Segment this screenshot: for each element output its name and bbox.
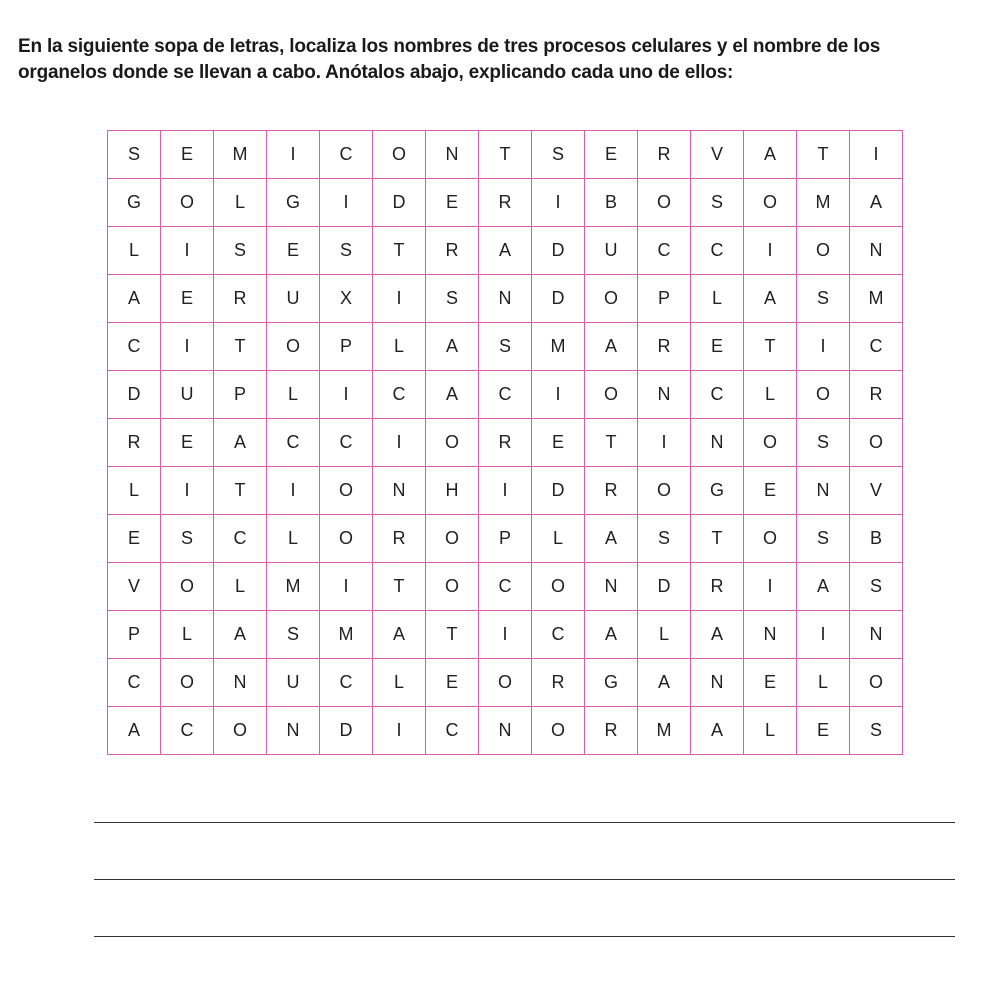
grid-cell[interactable]: O (797, 227, 850, 275)
grid-cell[interactable]: S (320, 227, 373, 275)
grid-cell[interactable]: I (267, 131, 320, 179)
grid-cell[interactable]: N (744, 611, 797, 659)
grid-cell[interactable]: I (320, 371, 373, 419)
grid-cell[interactable]: G (585, 659, 638, 707)
grid-cell[interactable]: N (585, 563, 638, 611)
answer-line-1[interactable] (94, 822, 955, 823)
grid-cell[interactable]: D (532, 275, 585, 323)
grid-cell[interactable]: G (108, 179, 161, 227)
grid-cell[interactable]: E (161, 131, 214, 179)
grid-cell[interactable]: T (585, 419, 638, 467)
grid-cell[interactable]: U (585, 227, 638, 275)
grid-cell[interactable]: N (691, 659, 744, 707)
grid-row (108, 275, 903, 323)
grid-cell[interactable]: L (267, 515, 320, 563)
grid-cell[interactable]: L (373, 659, 426, 707)
grid-cell[interactable]: D (532, 467, 585, 515)
grid-cell[interactable]: S (479, 323, 532, 371)
grid-cell[interactable]: M (850, 275, 903, 323)
grid-cell[interactable]: L (744, 707, 797, 755)
grid-cell[interactable]: B (850, 515, 903, 563)
grid-row (108, 515, 903, 563)
grid-cell[interactable]: I (850, 131, 903, 179)
grid-cell[interactable]: L (108, 227, 161, 275)
grid-cell[interactable]: I (797, 323, 850, 371)
grid-cell[interactable]: T (426, 611, 479, 659)
grid-cell[interactable]: O (744, 515, 797, 563)
grid-cell[interactable]: O (161, 659, 214, 707)
grid-cell[interactable]: T (691, 515, 744, 563)
grid-cell[interactable]: A (744, 275, 797, 323)
grid-cell[interactable]: R (108, 419, 161, 467)
grid-cell[interactable]: A (426, 371, 479, 419)
grid-cell[interactable]: V (108, 563, 161, 611)
grid-cell[interactable]: R (479, 419, 532, 467)
grid-cell[interactable]: I (320, 179, 373, 227)
grid-cell[interactable]: D (373, 179, 426, 227)
grid-cell[interactable]: R (479, 179, 532, 227)
grid-cell[interactable]: L (638, 611, 691, 659)
grid-cell[interactable]: N (479, 707, 532, 755)
grid-cell[interactable]: N (214, 659, 267, 707)
grid-cell[interactable]: O (744, 179, 797, 227)
grid-cell[interactable]: T (373, 563, 426, 611)
grid-cell[interactable]: S (691, 179, 744, 227)
grid-cell[interactable]: C (691, 227, 744, 275)
grid-cell[interactable]: O (214, 707, 267, 755)
grid-cell[interactable]: L (267, 371, 320, 419)
grid-cell[interactable]: L (532, 515, 585, 563)
grid-cell[interactable]: O (373, 131, 426, 179)
grid-cell[interactable]: I (373, 419, 426, 467)
grid-row (108, 707, 903, 755)
grid-cell[interactable]: L (214, 563, 267, 611)
grid-cell[interactable]: I (532, 371, 585, 419)
grid-cell[interactable]: R (585, 467, 638, 515)
grid-cell[interactable]: S (850, 707, 903, 755)
grid-cell[interactable]: O (479, 659, 532, 707)
grid-cell[interactable]: C (267, 419, 320, 467)
grid-cell[interactable]: A (585, 611, 638, 659)
answer-line-2[interactable] (94, 879, 955, 880)
grid-cell[interactable]: D (320, 707, 373, 755)
grid-cell[interactable]: P (479, 515, 532, 563)
instructions-text: En la siguiente sopa de letras, localiza los nombres de tres procesos celulares y el nombre de los organelos donde se llevan a cabo. Anótalos abajo, explicando cada uno de ellos: (18, 36, 881, 83)
grid-cell[interactable]: E (161, 275, 214, 323)
grid-cell[interactable]: O (532, 563, 585, 611)
grid-cell[interactable]: R (214, 275, 267, 323)
grid-cell[interactable]: S (426, 275, 479, 323)
grid-cell[interactable]: P (638, 275, 691, 323)
grid-cell[interactable]: C (638, 227, 691, 275)
grid-cell[interactable]: L (691, 275, 744, 323)
grid-row (108, 371, 903, 419)
grid-cell[interactable]: I (479, 611, 532, 659)
grid-cell[interactable]: N (638, 371, 691, 419)
grid-cell[interactable]: N (479, 275, 532, 323)
grid-cell[interactable]: T (214, 323, 267, 371)
grid-cell[interactable]: M (638, 707, 691, 755)
grid-cell[interactable]: C (108, 659, 161, 707)
grid-cell[interactable]: E (426, 179, 479, 227)
grid-cell[interactable]: T (744, 323, 797, 371)
grid-cell[interactable]: I (744, 227, 797, 275)
grid-row (108, 227, 903, 275)
grid-cell[interactable]: C (532, 611, 585, 659)
grid-cell[interactable]: T (797, 131, 850, 179)
grid-cell[interactable]: O (585, 371, 638, 419)
grid-row (108, 323, 903, 371)
grid-cell[interactable]: X (320, 275, 373, 323)
grid-cell[interactable]: E (267, 227, 320, 275)
grid-cell[interactable]: N (850, 227, 903, 275)
grid-cell[interactable]: C (691, 371, 744, 419)
grid-cell[interactable]: T (479, 131, 532, 179)
grid-cell[interactable]: C (108, 323, 161, 371)
grid-cell[interactable]: E (426, 659, 479, 707)
grid-cell[interactable]: G (267, 179, 320, 227)
grid-cell[interactable]: O (320, 467, 373, 515)
grid-cell[interactable]: A (108, 707, 161, 755)
grid-cell[interactable]: O (638, 179, 691, 227)
grid-cell[interactable]: E (744, 467, 797, 515)
grid-cell[interactable]: I (373, 707, 426, 755)
grid-cell[interactable]: I (161, 227, 214, 275)
grid-cell[interactable]: E (691, 323, 744, 371)
grid-cell[interactable]: D (108, 371, 161, 419)
grid-cell[interactable]: S (797, 515, 850, 563)
grid-cell[interactable]: A (373, 611, 426, 659)
grid-cell[interactable]: P (214, 371, 267, 419)
grid-cell[interactable]: O (850, 419, 903, 467)
grid-cell[interactable]: R (638, 323, 691, 371)
grid-row (108, 419, 903, 467)
grid-cell[interactable]: N (850, 611, 903, 659)
grid-cell[interactable]: M (320, 611, 373, 659)
grid-cell[interactable]: B (585, 179, 638, 227)
grid-cell[interactable]: C (320, 659, 373, 707)
grid-cell[interactable]: E (744, 659, 797, 707)
grid-cell[interactable]: O (161, 563, 214, 611)
grid-cell[interactable]: A (214, 419, 267, 467)
grid-cell[interactable]: U (267, 659, 320, 707)
grid-cell[interactable]: A (479, 227, 532, 275)
grid-cell[interactable]: A (108, 275, 161, 323)
grid-cell[interactable]: L (373, 323, 426, 371)
grid-cell[interactable]: T (214, 467, 267, 515)
grid-cell[interactable]: A (585, 515, 638, 563)
grid-cell[interactable]: A (214, 611, 267, 659)
grid-cell[interactable]: A (691, 611, 744, 659)
grid-cell[interactable]: R (532, 659, 585, 707)
grid-cell[interactable]: L (797, 659, 850, 707)
grid-cell[interactable]: S (797, 419, 850, 467)
grid-cell[interactable]: H (426, 467, 479, 515)
grid-cell[interactable]: T (373, 227, 426, 275)
grid-cell[interactable]: S (108, 131, 161, 179)
grid-cell[interactable]: I (797, 611, 850, 659)
grid-cell[interactable]: N (691, 419, 744, 467)
grid-cell[interactable]: P (320, 323, 373, 371)
grid-cell[interactable]: L (214, 179, 267, 227)
grid-cell[interactable]: A (850, 179, 903, 227)
grid-cell[interactable]: S (161, 515, 214, 563)
grid-cell[interactable]: I (744, 563, 797, 611)
grid-cell[interactable]: L (161, 611, 214, 659)
grid-cell[interactable]: V (850, 467, 903, 515)
grid-cell[interactable]: O (797, 371, 850, 419)
grid-cell[interactable]: R (691, 563, 744, 611)
grid-cell[interactable]: V (691, 131, 744, 179)
grid-cell[interactable]: A (797, 563, 850, 611)
grid-cell[interactable]: L (108, 467, 161, 515)
grid-cell[interactable]: D (532, 227, 585, 275)
grid-cell[interactable]: C (479, 371, 532, 419)
grid-cell[interactable]: I (479, 467, 532, 515)
grid-cell[interactable]: E (161, 419, 214, 467)
grid-cell[interactable]: N (426, 131, 479, 179)
grid-cell[interactable]: I (320, 563, 373, 611)
grid-row (108, 563, 903, 611)
answer-line-3[interactable] (94, 936, 955, 937)
grid-cell[interactable]: I (161, 323, 214, 371)
grid-cell[interactable]: O (850, 659, 903, 707)
grid-row (108, 179, 903, 227)
grid-cell[interactable]: E (797, 707, 850, 755)
grid-cell[interactable]: P (108, 611, 161, 659)
grid-cell[interactable]: O (426, 563, 479, 611)
grid-cell[interactable]: U (161, 371, 214, 419)
grid-cell[interactable]: S (850, 563, 903, 611)
grid-cell[interactable]: U (267, 275, 320, 323)
grid-cell[interactable]: I (267, 467, 320, 515)
grid-cell[interactable]: R (850, 371, 903, 419)
grid-row (108, 467, 903, 515)
grid-cell[interactable]: I (161, 467, 214, 515)
grid-row (108, 611, 903, 659)
grid-cell[interactable]: L (744, 371, 797, 419)
grid-cell[interactable]: E (532, 419, 585, 467)
grid-cell[interactable]: C (161, 707, 214, 755)
grid-cell[interactable]: M (532, 323, 585, 371)
grid-cell[interactable]: G (691, 467, 744, 515)
grid-cell[interactable]: R (373, 515, 426, 563)
grid-cell[interactable]: I (532, 179, 585, 227)
grid-cell[interactable]: M (267, 563, 320, 611)
word-search-grid (107, 130, 903, 755)
grid-cell[interactable]: N (267, 707, 320, 755)
grid-cell[interactable]: O (320, 515, 373, 563)
grid-cell[interactable]: O (638, 467, 691, 515)
grid-cell[interactable]: O (532, 707, 585, 755)
grid-cell[interactable]: S (214, 227, 267, 275)
grid-cell[interactable]: O (426, 419, 479, 467)
grid-cell[interactable]: A (691, 707, 744, 755)
grid-cell[interactable]: N (797, 467, 850, 515)
grid-cell[interactable]: S (797, 275, 850, 323)
grid-cell[interactable]: C (214, 515, 267, 563)
grid-cell[interactable]: I (638, 419, 691, 467)
grid-cell[interactable]: N (373, 467, 426, 515)
grid-cell[interactable]: M (214, 131, 267, 179)
grid-cell[interactable]: R (638, 131, 691, 179)
grid-cell[interactable]: A (426, 323, 479, 371)
grid-cell[interactable]: C (320, 131, 373, 179)
grid-row (108, 659, 903, 707)
grid-cell[interactable]: O (744, 419, 797, 467)
grid-cell[interactable]: D (638, 563, 691, 611)
grid-cell[interactable]: R (426, 227, 479, 275)
grid-cell[interactable]: O (267, 323, 320, 371)
grid-cell[interactable]: R (585, 707, 638, 755)
grid-cell[interactable]: O (161, 179, 214, 227)
grid-cell[interactable]: C (426, 707, 479, 755)
grid-cell[interactable]: E (585, 131, 638, 179)
grid-cell[interactable]: S (532, 131, 585, 179)
grid-cell[interactable]: C (373, 371, 426, 419)
grid-cell[interactable]: C (850, 323, 903, 371)
grid-cell[interactable]: S (267, 611, 320, 659)
grid-cell[interactable]: E (108, 515, 161, 563)
grid-cell[interactable]: A (638, 659, 691, 707)
grid-cell[interactable]: O (585, 275, 638, 323)
grid-cell[interactable]: O (426, 515, 479, 563)
grid-cell[interactable]: S (638, 515, 691, 563)
grid-cell[interactable]: A (585, 323, 638, 371)
grid-cell[interactable]: I (373, 275, 426, 323)
grid-cell[interactable]: C (320, 419, 373, 467)
grid-cell[interactable]: A (744, 131, 797, 179)
grid-row (108, 131, 903, 179)
grid-cell[interactable]: C (479, 563, 532, 611)
grid-cell[interactable]: M (797, 179, 850, 227)
